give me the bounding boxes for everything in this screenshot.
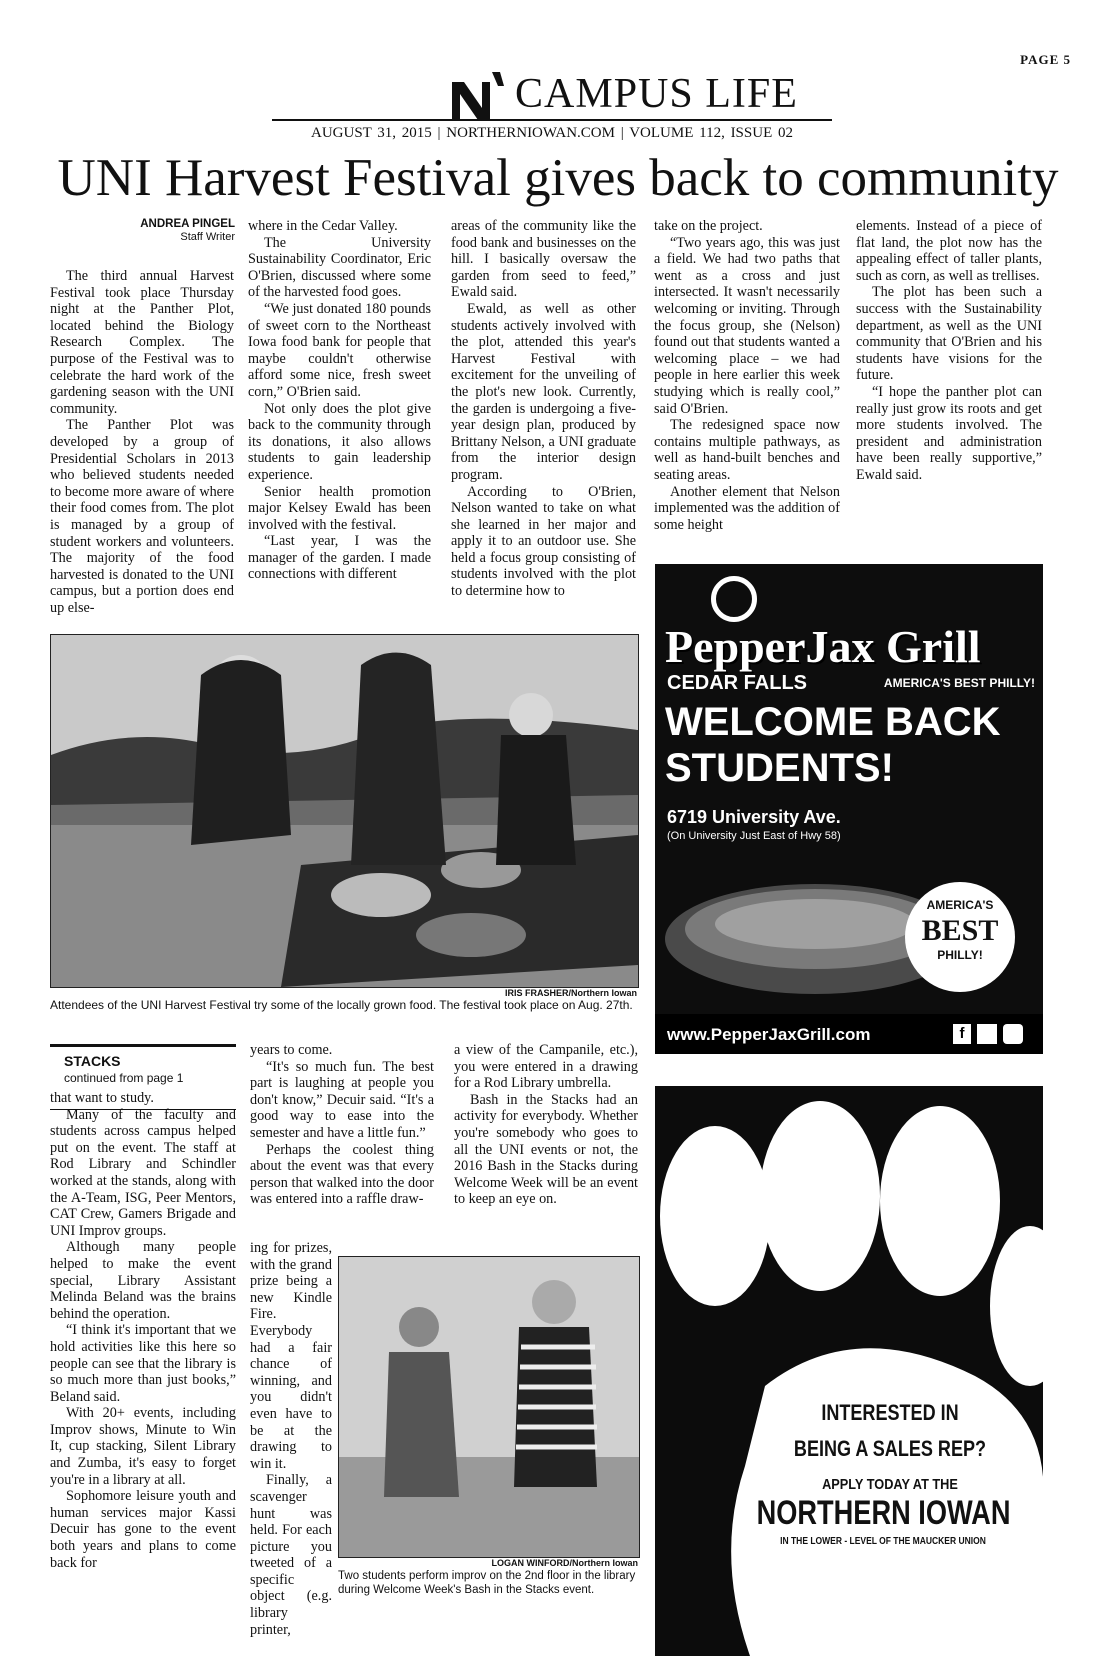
paragraph: Another element that Nelson implemented was the addition of some height xyxy=(654,483,840,533)
facebook-icon[interactable]: f xyxy=(953,1024,971,1044)
pepperjax-directions: (On University Just East of Hwy 58) xyxy=(667,830,841,842)
headline: UNI Harvest Festival gives back to community xyxy=(57,149,1059,207)
paragraph: With 20+ events, including Improv shows, Minute to Win It, cup stacking, Silent Library and Zumba, it's easy to forget you're in a library at all. xyxy=(50,1405,236,1488)
pepperjax-city: CEDAR FALLS xyxy=(667,672,807,694)
paragraph: “Last year, I was the manager of the garden. I made connections with different xyxy=(248,533,431,583)
paragraph: years to come. xyxy=(250,1042,333,1058)
photo2-caption: Two students perform improv on the 2nd floor in the library during Welcome Week's Bash in the Stacks event. xyxy=(338,1570,636,1596)
paragraph: Many of the faculty and students across campus helped put on the event. The staff at Rod Library and Schindler worked at the stands, along with the A-Team, ISG, Peer Mentors, CAT Crew, Gamers Brigade and UNI Improv groups. xyxy=(50,1106,236,1239)
stacks-continued: continued from page 1 xyxy=(64,1071,184,1085)
paragraph: Although many people helped to make the event special, Library Assistant Melinda Beland was the brains behind the operation. xyxy=(50,1239,236,1322)
pepperjax-ad xyxy=(655,564,1043,1054)
stacks-title: STACKS xyxy=(64,1053,121,1069)
northern-iowan-logo xyxy=(448,68,508,122)
paragraph: where in the Cedar Valley. xyxy=(248,218,398,234)
photo2-credit: LOGAN WINFORD/Northern Iowan xyxy=(491,1558,638,1568)
paragraph: Finally, a scavenger hunt was held. For each picture you tweeted of a specific object (e.g. library printer, xyxy=(250,1472,332,1638)
harvest-festival-photo xyxy=(50,634,639,988)
badge-mid: BEST xyxy=(921,914,999,947)
paragraph: a view of the Campanile, etc.), you were entered in a drawing for a Rod Library umbrella. xyxy=(454,1042,638,1092)
sales-line-5: IN THE LOWER - LEVEL OF THE MAUCKER UNION xyxy=(780,1536,986,1547)
photo1-credit: IRIS FRASHER/Northern Iowan xyxy=(504,988,637,998)
improv-photo xyxy=(338,1256,640,1558)
paragraph: The third annual Harvest Festival took place Thursday night at the Panther Plot, located behind the Biology Research Complex. The purpose of the Festival was to celebrate the hard work of the gardening season with the UNI community. xyxy=(50,268,234,417)
paragraph: elements. Instead of a piece of flat land, the plot now has the appealing effect of taller plants, such as corn, as well as trellises. xyxy=(856,218,1042,284)
sales-rep-ad xyxy=(655,1086,1043,1656)
sales-line-2: BEING A SALES REP? xyxy=(793,1436,987,1461)
swirl-icon xyxy=(711,576,757,622)
pepperjax-headline-1: WELCOME BACK xyxy=(665,700,1001,744)
sales-line-4: NORTHERN IOWAN xyxy=(756,1494,1011,1532)
photo1-caption: Attendees of the UNI Harvest Festival try some of the locally grown food. The festival took place on Aug. 27th. xyxy=(50,998,633,1012)
paragraph: “It's so much fun. The best part is laughing at people you don't know,” Decuir said. “It's a good way to ease into the semester and have a little fun.” xyxy=(250,1058,434,1141)
paragraph: The plot has been such a success with the Sustainability department, as well as the UNI community that O'Brien and his students have visions for the future. xyxy=(856,284,1042,384)
paragraph: “We just donated 180 pounds of sweet corn to the Northeast Iowa food bank for people that maybe couldn't otherwise afford some nice, fresh sweet corn,” O'Brien said. xyxy=(248,300,431,400)
paragraph: “Two years ago, this was just a field. We had two paths that went as a cross and just intersected. It wasn't necessarily welcoming or inviting. Through the focus group, she (Nelson) found out that students wanted a welcoming place – we had people in here earlier this week studying which is really cool,” said O'Brien. xyxy=(654,234,840,417)
sales-line-3: APPLY TODAY AT THE xyxy=(822,1476,958,1493)
page-number: PAGE 5 xyxy=(1020,52,1071,67)
stacks-column-2-narrow xyxy=(250,1240,332,1638)
pepperjax-headline-2: STUDENTS! xyxy=(665,746,894,790)
masthead-rule xyxy=(272,119,832,121)
badge-bottom: PHILLY! xyxy=(937,948,983,962)
badge-top: AMERICA'S xyxy=(926,898,994,912)
instagram-icon[interactable] xyxy=(1003,1024,1023,1044)
sales-line-1: INTERESTED IN xyxy=(821,1400,959,1425)
dateline: AUGUST 31, 2015 | NORTHERNIOWAN.COM | VOLUME 112, ISSUE 02 xyxy=(310,125,793,141)
article-column-1 xyxy=(50,268,234,616)
paragraph: The redesigned space now contains multiple pathways, as well as hand-built benches and seating areas. xyxy=(654,417,840,483)
paragraph: The Panther Plot was developed by a group of Presidential Scholars in 2013 who believed students needed to become more aware of where their food comes from. The plot is managed by a group of student workers and volunteers. The majority of the food harvested is donated to the UNI campus, but a portion does end up else- xyxy=(50,417,234,616)
americas-best-badge xyxy=(905,882,1015,992)
byline xyxy=(120,218,235,244)
paragraph: Sophomore leisure youth and human services major Kassi Decuir has gone to the event both years and plans to come back for xyxy=(50,1488,236,1571)
paragraph: that want to study. xyxy=(50,1090,154,1106)
paw-print-graphic xyxy=(655,1086,1043,1656)
pepperjax-address: 6719 University Ave. xyxy=(667,807,841,827)
twitter-icon[interactable] xyxy=(977,1024,997,1044)
paragraph: Senior health promotion major Kelsey Ewald has been involved with the festival. xyxy=(248,483,431,533)
paragraph: According to O'Brien, Nelson wanted to take on what she learned in her major and apply it to an outdoor use. She held a focus group consisting of students involved with the plot to determine how to xyxy=(451,483,636,600)
section-title: CAMPUS LIFE xyxy=(515,71,798,117)
paragraph: “I hope the panther plot can really just grow its roots and get more students involved. The president and administration have been really supportive,” Ewald said. xyxy=(856,383,1042,483)
photo-illustration xyxy=(51,635,638,987)
pepperjax-brand: PepperJax Grill xyxy=(665,621,981,672)
stacks-column-3 xyxy=(454,1042,638,1208)
article-column-5 xyxy=(856,218,1042,484)
byline-name: ANDREA PINGEL xyxy=(140,218,235,230)
paragraph: Not only does the plot give back to the community through its donations, it also allows students to gain leadership experience. xyxy=(248,400,431,483)
paragraph: ing for prizes, with the grand prize being a new Kindle Fire. Everybody had a fair chance of winning, and you didn't even have to be at the drawing to win it. xyxy=(250,1240,332,1472)
paragraph: Perhaps the coolest thing about the event was that every person that walked into the door was entered into a raffle draw- xyxy=(250,1141,434,1208)
byline-role: Staff Writer xyxy=(180,231,235,243)
paragraph: Bash in the Stacks had an activity for everybody. Whether you're somebody who goes to all the UNI events or not, the 2016 Bash in the Stacks during Welcome Week will be an event to keep an eye on. xyxy=(454,1091,638,1208)
stacks-column-1 xyxy=(50,1090,236,1571)
article-column-4 xyxy=(654,218,840,533)
article-column-3 xyxy=(451,218,636,600)
photo-illustration xyxy=(339,1257,639,1557)
paragraph: take on the project. xyxy=(654,218,763,234)
paragraph: Ewald, as well as other students actively involved with the plot, attended this year's Harvest Festival with excitement for the unveiling of the plot's new look. Currently, the garden is undergoing a five-year design plan, produced by Brittany Nelson, a UNI graduate from the interior design program. xyxy=(451,300,636,483)
pepperjax-url[interactable]: www.PepperJaxGrill.com xyxy=(667,1025,871,1044)
paragraph: areas of the community like the food bank and businesses on the hill. I basically oversaw the garden from seed to feed,” Ewald said. xyxy=(451,218,636,301)
paragraph: The University Sustainability Coordinator, Eric O'Brien, discussed where some of the harvested food goes. xyxy=(248,234,431,301)
pepperjax-tagline: AMERICA'S BEST PHILLY! xyxy=(883,676,1035,690)
article-column-2 xyxy=(248,218,431,583)
stacks-column-2 xyxy=(250,1042,434,1208)
paragraph: “I think it's important that we hold activities like this here so people can see that the library is so much more than just books,” Beland said. xyxy=(50,1322,236,1405)
